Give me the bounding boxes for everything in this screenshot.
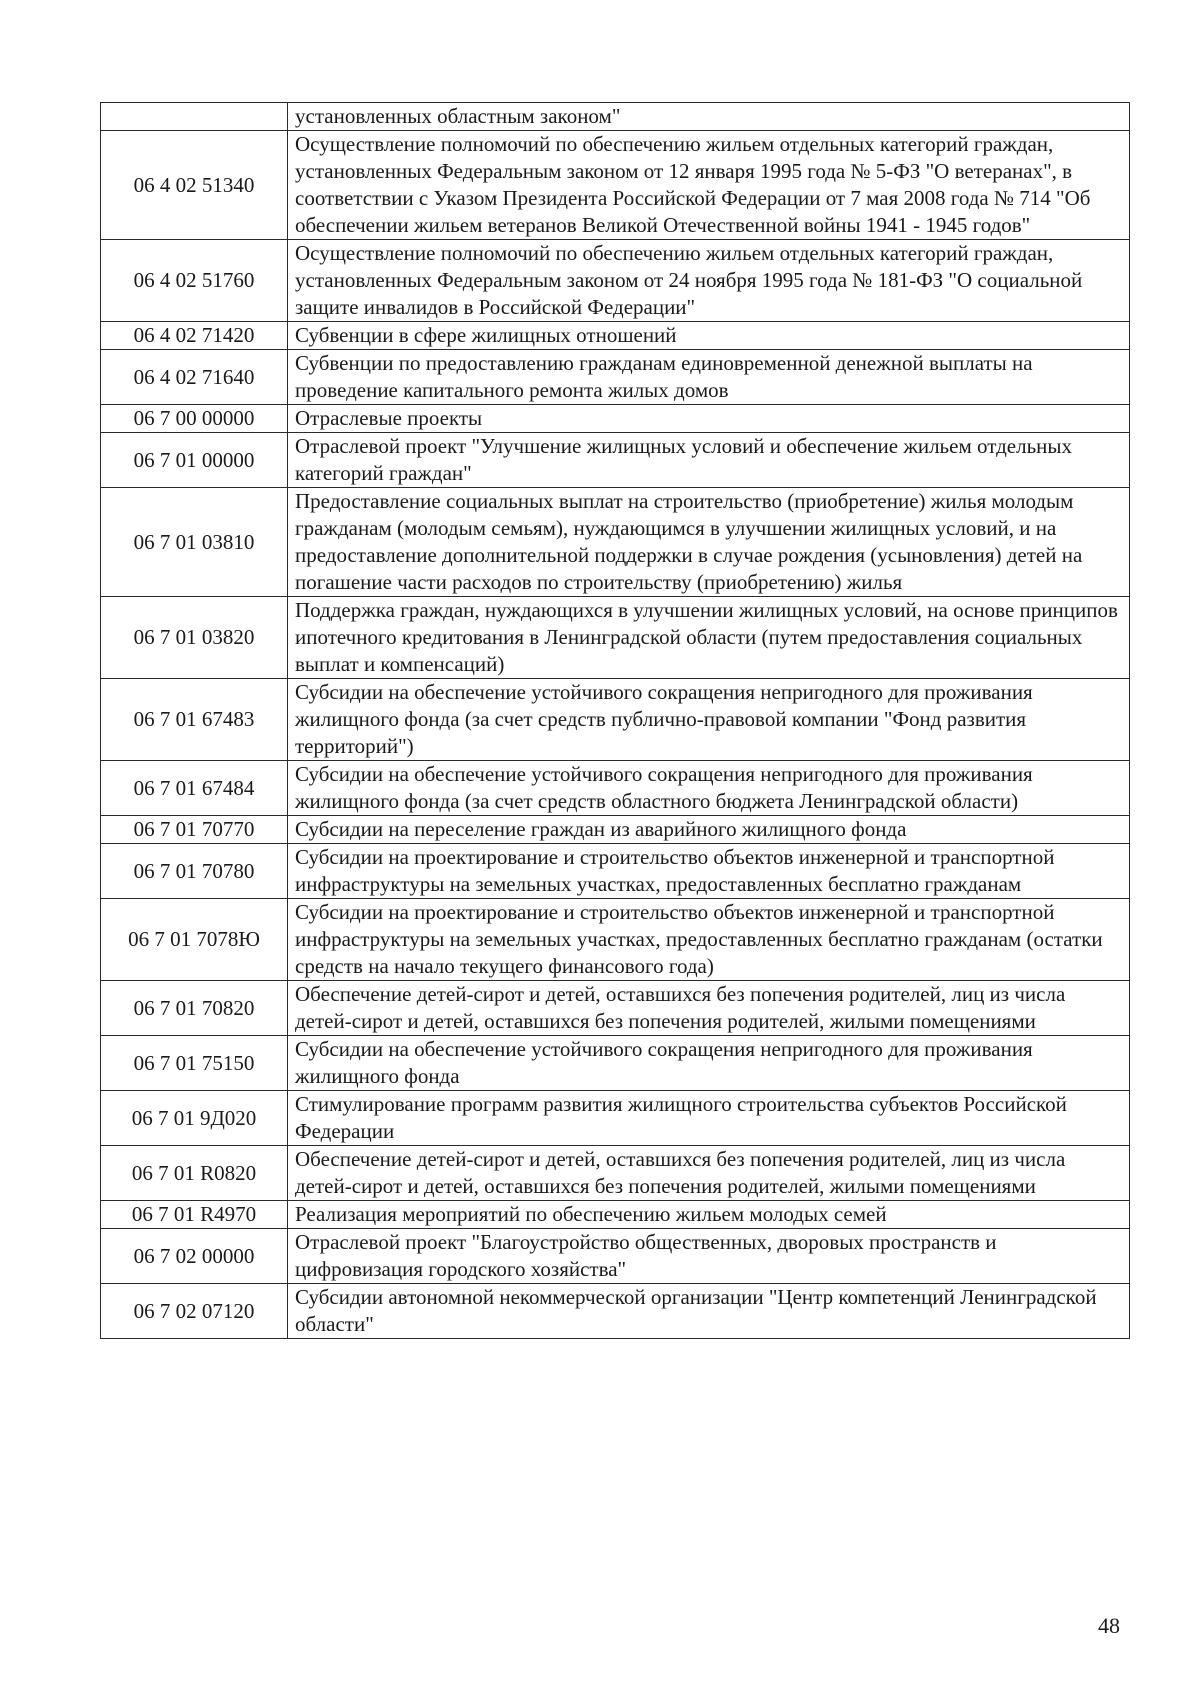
- code-cell: 06 7 01 03810: [101, 488, 288, 597]
- description-cell: Обеспечение детей-сирот и детей, оставшихся без попечения родителей, лиц из числа детей-сирот и детей, оставшихся без попечения родителей, жилыми помещениями: [288, 1146, 1130, 1201]
- description-cell: Субсидии на проектирование и строительство объектов инженерной и транспортной инфраструктуры на земельных участках, предоставленных бесплатно гражданам: [288, 844, 1130, 899]
- code-cell: 06 4 02 71420: [101, 322, 288, 350]
- code-cell: 06 7 00 00000: [101, 405, 288, 433]
- table-row: [101, 816, 1130, 844]
- description-cell: Обеспечение детей-сирот и детей, оставшихся без попечения родителей, лиц из числа детей-сирот и детей, оставшихся без попечения родителей, жилыми помещениями: [288, 981, 1130, 1036]
- description-cell: Осуществление полномочий по обеспечению жильем отдельных категорий граждан, установленных Федеральным законом от 24 ноября 1995 года № 181-ФЗ "О социальной защите инвалидов в Российской Федерации": [288, 240, 1130, 322]
- description-cell: Субвенции в сфере жилищных отношений: [288, 322, 1130, 350]
- table-row: [101, 1036, 1130, 1091]
- table-row: [101, 1229, 1130, 1284]
- code-cell: [101, 103, 288, 131]
- code-cell: 06 7 01 70780: [101, 844, 288, 899]
- description-cell: Субсидии на переселение граждан из аварийного жилищного фонда: [288, 816, 1130, 844]
- description-cell: Субсидии автономной некоммерческой организации "Центр компетенций Ленинградской области": [288, 1284, 1130, 1339]
- description-cell: Отраслевой проект "Улучшение жилищных условий и обеспечение жильем отдельных категорий граждан": [288, 433, 1130, 488]
- code-cell: 06 7 01 67484: [101, 761, 288, 816]
- code-cell: 06 7 01 67483: [101, 679, 288, 761]
- table-row: [101, 103, 1130, 131]
- code-cell: 06 7 01 9Д020: [101, 1091, 288, 1146]
- code-cell: 06 4 02 51340: [101, 131, 288, 240]
- table-row: [101, 322, 1130, 350]
- budget-classification-table: [100, 102, 1130, 1339]
- table-body: [101, 103, 1130, 1339]
- table-row: [101, 1146, 1130, 1201]
- description-cell: Отраслевой проект "Благоустройство общественных, дворовых пространств и цифровизация городского хозяйства": [288, 1229, 1130, 1284]
- description-cell: Осуществление полномочий по обеспечению жильем отдельных категорий граждан, установленных Федеральным законом от 12 января 1995 года № 5-ФЗ "О ветеранах", в соответствии с Указом Президента Российской Федерации от 7 мая 2008 года № 714 "Об обеспечении жильем ветеранов Великой Отечественной войны 1941 - 1945 годов": [288, 131, 1130, 240]
- table-row: [101, 1201, 1130, 1229]
- code-cell: 06 4 02 51760: [101, 240, 288, 322]
- table-row: [101, 844, 1130, 899]
- table-row: [101, 761, 1130, 816]
- description-cell: Предоставление социальных выплат на строительство (приобретение) жилья молодым гражданам (молодым семьям), нуждающимся в улучшении жилищных условий, и на предоставление дополнительной поддержки в случае рождения (усыновления) детей на погашение части расходов по строительству (приобретению) жилья: [288, 488, 1130, 597]
- description-cell: Стимулирование программ развития жилищного строительства субъектов Российской Федерации: [288, 1091, 1130, 1146]
- table-row: [101, 1091, 1130, 1146]
- description-cell: Реализация мероприятий по обеспечению жильем молодых семей: [288, 1201, 1130, 1229]
- code-cell: 06 7 01 70820: [101, 981, 288, 1036]
- description-cell: Отраслевые проекты: [288, 405, 1130, 433]
- table-row: [101, 405, 1130, 433]
- code-cell: 06 7 02 00000: [101, 1229, 288, 1284]
- description-cell: установленных областным законом": [288, 103, 1130, 131]
- page-number: 48: [1098, 1613, 1120, 1638]
- description-cell: Субвенции по предоставлению гражданам единовременной денежной выплаты на проведение капитального ремонта жилых домов: [288, 350, 1130, 405]
- description-cell: Субсидии на обеспечение устойчивого сокращения непригодного для проживания жилищного фонда (за счет средств публично-правовой компании "Фонд развития территорий"): [288, 679, 1130, 761]
- description-cell: Субсидии на проектирование и строительство объектов инженерной и транспортной инфраструктуры на земельных участках, предоставленных бесплатно гражданам (остатки средств на начало текущего финансового года): [288, 899, 1130, 981]
- code-cell: 06 7 01 70770: [101, 816, 288, 844]
- table-row: [101, 597, 1130, 679]
- table-row: [101, 1284, 1130, 1339]
- code-cell: 06 7 01 7078Ю: [101, 899, 288, 981]
- code-cell: 06 7 01 R0820: [101, 1146, 288, 1201]
- code-cell: 06 7 01 R4970: [101, 1201, 288, 1229]
- table-row: [101, 488, 1130, 597]
- code-cell: 06 7 01 03820: [101, 597, 288, 679]
- code-cell: 06 4 02 71640: [101, 350, 288, 405]
- table-row: [101, 433, 1130, 488]
- table-row: [101, 981, 1130, 1036]
- table-row: [101, 899, 1130, 981]
- description-cell: Субсидии на обеспечение устойчивого сокращения непригодного для проживания жилищного фонда: [288, 1036, 1130, 1091]
- description-cell: Субсидии на обеспечение устойчивого сокращения непригодного для проживания жилищного фонда (за счет средств областного бюджета Ленинградской области): [288, 761, 1130, 816]
- table-row: [101, 350, 1130, 405]
- code-cell: 06 7 02 07120: [101, 1284, 288, 1339]
- code-cell: 06 7 01 00000: [101, 433, 288, 488]
- code-cell: 06 7 01 75150: [101, 1036, 288, 1091]
- table-row: [101, 679, 1130, 761]
- description-cell: Поддержка граждан, нуждающихся в улучшении жилищных условий, на основе принципов ипотечного кредитования в Ленинградской области (путем предоставления социальных выплат и компенсаций): [288, 597, 1130, 679]
- table-row: [101, 240, 1130, 322]
- table-row: [101, 131, 1130, 240]
